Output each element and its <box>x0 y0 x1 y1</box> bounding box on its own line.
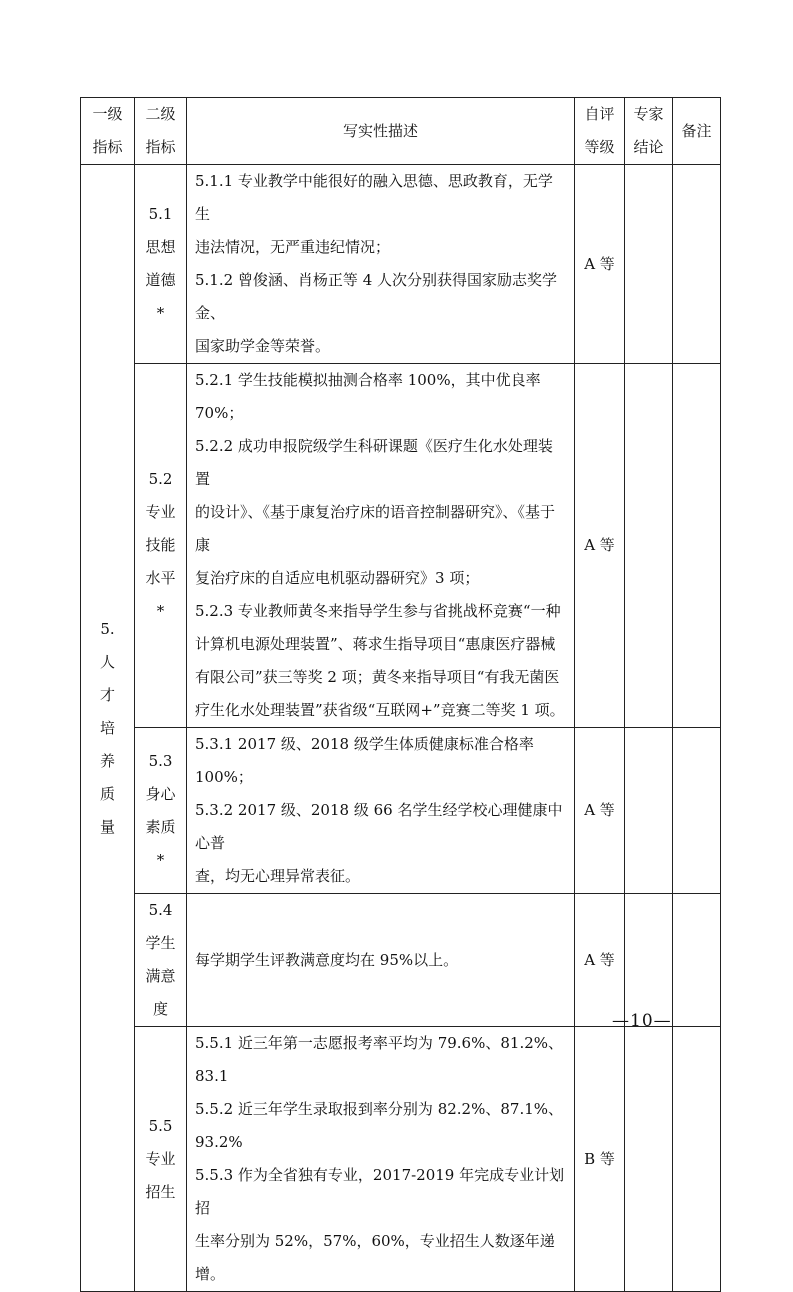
table-row <box>81 894 721 1027</box>
description-line: 查，均无心理异常表征。 <box>195 867 361 885</box>
remark-cell[interactable] <box>673 894 721 1027</box>
header-expert <box>625 98 673 165</box>
category-char: 人 <box>99 652 115 671</box>
header-self-rating-line: 等级 <box>584 138 615 156</box>
expert-cell[interactable] <box>625 364 673 728</box>
category-char: 养 <box>99 751 115 770</box>
header-level2 <box>135 98 187 165</box>
description-line: 复治疗床的自适应电机驱动器研究》3 项； <box>195 569 480 587</box>
indicator-line: * <box>156 850 165 869</box>
description-cell <box>187 364 575 728</box>
table-row <box>81 728 721 894</box>
description-line: 5.3.2 2017 级、2018 级 66 名学生经学校心理健康中心普 <box>195 801 563 852</box>
self-rating-cell: B 等 <box>575 1027 625 1292</box>
header-expert-line: 结论 <box>633 138 664 156</box>
indicator-line: 5.2 <box>148 470 173 488</box>
indicator-line: 专业 <box>145 1149 176 1168</box>
evaluation-table <box>80 97 721 1292</box>
description-line: 5.5.1 近三年第一志愿报考率平均为 79.6%、81.2%、83.1 <box>195 1034 564 1085</box>
indicator-line: 道德 <box>145 271 176 289</box>
indicator-line: 思想 <box>145 238 176 256</box>
indicator-line: 招生 <box>145 1182 176 1201</box>
expert-cell[interactable] <box>625 165 673 364</box>
description-line: 5.1.1 专业教学中能很好的融入思德、思政教育，无学生 <box>195 172 553 223</box>
indicator-line: 满意 <box>145 967 176 985</box>
category-char: 5. <box>100 619 115 638</box>
expert-cell[interactable] <box>625 728 673 894</box>
description-line: 93.2% <box>195 1133 243 1151</box>
description-line: 每学期学生评教满意度均在 95%以上。 <box>195 950 459 969</box>
category-cell <box>81 165 135 1292</box>
description-cell <box>187 1027 575 1292</box>
indicator-line: * <box>156 602 165 620</box>
indicator-line: 技能 <box>145 536 176 554</box>
description-line: 5.3.1 2017 级、2018 级学生体质健康标准合格率 100%； <box>195 735 534 786</box>
description-cell <box>187 165 575 364</box>
description-line: 有限公司”获三等奖 2 项；黄冬来指导项目“有我无菌医 <box>195 668 560 686</box>
header-level2-line: 二级 <box>145 105 176 123</box>
indicator-line: 学生 <box>145 934 176 952</box>
remark-cell[interactable] <box>673 1027 721 1292</box>
header-level1-line: 指标 <box>92 138 123 156</box>
header-level1-line: 一级 <box>92 105 123 123</box>
indicator-line: 5.5 <box>148 1116 173 1135</box>
header-self-rating-line: 自评 <box>584 105 615 123</box>
indicator-line: 5.1 <box>148 205 173 223</box>
indicator-line: 水平 <box>145 569 176 587</box>
self-rating-cell: A 等 <box>575 894 625 1027</box>
indicator-line: 身心 <box>145 784 176 803</box>
indicator-cell <box>135 1027 187 1292</box>
remark-cell[interactable] <box>673 364 721 728</box>
description-line: 疗生化水处理装置”获省级“互联网+”竞赛二等奖 1 项。 <box>195 701 565 719</box>
header-level2-line: 指标 <box>145 138 176 156</box>
expert-cell[interactable] <box>625 894 673 1027</box>
indicator-cell <box>135 894 187 1027</box>
description-line: 5.2.3 专业教师黄冬来指导学生参与省挑战杯竞赛“一种 <box>195 602 561 620</box>
description-line: 5.5.3 作为全省独有专业，2017-2019 年完成专业计划招 <box>195 1166 565 1217</box>
header-expert-line: 专家 <box>633 105 664 123</box>
table-row <box>81 364 721 728</box>
category-char: 量 <box>99 817 115 836</box>
category-char: 质 <box>99 784 115 803</box>
indicator-cell <box>135 728 187 894</box>
header-description: 写实性描述 <box>187 98 575 165</box>
description-line: 国家助学金等荣誉。 <box>195 337 331 355</box>
remark-cell[interactable] <box>673 728 721 894</box>
description-cell <box>187 894 575 1027</box>
indicator-line: 专业 <box>145 503 176 521</box>
description-line: 违法情况，无严重违纪情况； <box>195 238 391 256</box>
indicator-cell <box>135 165 187 364</box>
description-cell <box>187 728 575 894</box>
description-line: 5.2.1 学生技能模拟抽测合格率 100%，其中优良率 70%； <box>195 371 541 422</box>
indicator-line: 度 <box>152 1000 168 1018</box>
table-row <box>81 165 721 364</box>
expert-cell[interactable] <box>625 1027 673 1292</box>
header-level1 <box>81 98 135 165</box>
self-rating-cell: A 等 <box>575 728 625 894</box>
description-line: 的设计》、《基于康复治疗床的语音控制器研究》、《基于康 <box>195 503 556 554</box>
description-line: 5.2.2 成功申报院级学生科研课题《医疗生化水处理装置 <box>195 437 553 488</box>
self-rating-cell: A 等 <box>575 165 625 364</box>
table-row <box>81 1027 721 1292</box>
description-line: 5.1.2 曾俊涵、肖杨正等 4 人次分别获得国家励志奖学金、 <box>195 271 558 322</box>
header-row <box>81 98 721 165</box>
description-line: 计算机电源处理装置”、蒋求生指导项目“惠康医疗器械 <box>195 635 556 653</box>
header-remark: 备注 <box>673 98 721 165</box>
description-line: 5.5.2 近三年学生录取报到率分别为 82.2%、87.1%、 <box>195 1100 564 1118</box>
category-char: 才 <box>99 685 115 704</box>
indicator-line: 5.4 <box>148 901 173 919</box>
page-number: —10— <box>612 1011 672 1031</box>
category-char: 培 <box>99 718 115 737</box>
indicator-line: * <box>156 304 165 322</box>
remark-cell[interactable] <box>673 165 721 364</box>
indicator-cell <box>135 364 187 728</box>
indicator-line: 素质 <box>145 817 176 836</box>
header-self-rating <box>575 98 625 165</box>
description-line: 生率分别为 52%，57%，60%，专业招生人数逐年递增。 <box>195 1232 555 1283</box>
indicator-line: 5.3 <box>148 751 173 770</box>
self-rating-cell: A 等 <box>575 364 625 728</box>
